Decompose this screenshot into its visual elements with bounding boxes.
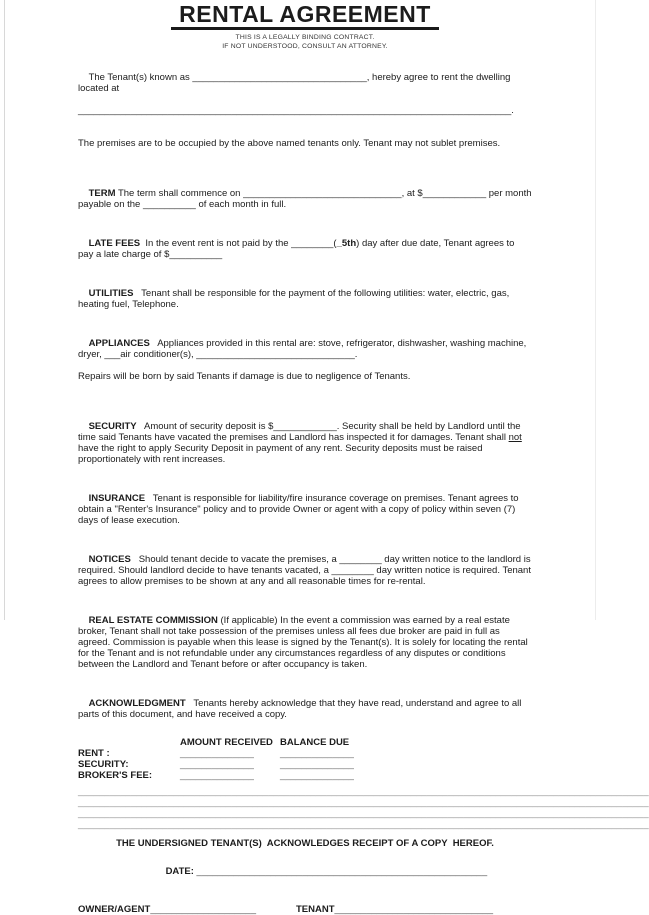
section-acknowledgment — [78, 687, 532, 731]
section-utilities — [78, 277, 532, 321]
notes-blank-lines — [78, 786, 649, 830]
page-right-edge — [595, 0, 596, 620]
address-blank-line: __________________________________________________________________________________. — [78, 105, 514, 116]
security-heading: SECURITY — [88, 421, 137, 432]
amount-received-header: AMOUNT RECEIVED — [180, 737, 273, 748]
term-text: The term shall commence on ______________________________, at $____________ per month payable on the __________ of each month in full. — [78, 188, 535, 210]
blank-line: ____________________________________________________________________________________________________________ — [78, 786, 649, 797]
section-insurance — [78, 482, 532, 537]
table-row-brokers-fee — [78, 770, 532, 781]
appliances-repairs-line: Repairs will be born by said Tenants if damage is due to negligence of Tenants. — [78, 371, 411, 382]
undersigned-statement: THE UNDERSIGNED TENANT(S) ACKNOWLEDGES RECEIPT OF A COPY HEREOF. — [116, 838, 494, 849]
term-heading: TERM — [88, 188, 116, 199]
blank-line: ____________________________________________________________________________________________________________ — [78, 797, 649, 808]
balance-due-header: BALANCE DUE — [280, 737, 350, 748]
tenant-group — [296, 904, 493, 915]
signature-line — [78, 904, 532, 915]
tenant-label: TENANT — [295, 904, 335, 915]
intro-line1: The Tenant(s) known as _________________________________, hereby agree to rent the dwelling located at — [78, 72, 514, 94]
doc-title: RENTAL AGREEMENT — [171, 2, 439, 30]
notices-heading: NOTICES — [88, 554, 131, 565]
appliances-text: Appliances provided in this rental are: stove, refrigerator, dishwasher, washing machine, dryer, ___air conditioner(s), ______________________________. — [78, 338, 529, 360]
acknowledgment-heading: ACKNOWLEDGMENT — [88, 698, 186, 709]
date-line — [155, 855, 532, 888]
table-row-rent — [78, 748, 532, 759]
date-label: DATE: — [165, 866, 197, 877]
owner-agent-label: OWNER/AGENT — [78, 904, 151, 915]
doc-subtitle-2: IF NOT UNDERSTOOD, CONSULT AN ATTORNEY. — [222, 43, 388, 50]
security-text-post: have the right to apply Security Deposit in payment of any rent. Security deposits must be raised proportionately with rent increases. — [78, 432, 525, 465]
blank-line: ____________________________________________________________________________________________________________ — [78, 808, 649, 819]
section-late-fees — [78, 227, 532, 271]
security-text-pre: Amount of security deposit is $____________. Security shall be held by Landlord until the time said Tenants have vacated the premises and Landlord has inspected it for damages. Tenant shall — [78, 421, 524, 443]
security-amount-blank: ______________ — [180, 759, 254, 770]
blank-line: ____________________________________________________________________________________________________________ — [78, 819, 649, 830]
late-fees-text-post: ) day after due date, Tenant agrees to pay a late charge of $__________ — [78, 238, 518, 260]
date-blank: _______________________________________________________ — [196, 866, 488, 877]
utilities-heading: UTILITIES — [88, 288, 134, 299]
acknowledgment-text: Tenants hereby acknowledge that they have read, understand and agree to all parts of this document, and have received a copy. — [78, 698, 525, 720]
section-real-estate-commission — [78, 604, 532, 681]
header-spacer — [78, 737, 180, 748]
notices-text: Should tenant decide to vacate the premises, a ________ day written notice to the landlord is required. Should landlord decide to have tenants vacated, a ________ day written notice is required. Tenant agrees to allow premises to be shown at any and all reasonable times for re-rental. — [78, 554, 534, 587]
owner-agent-group — [78, 904, 256, 915]
section-notices — [78, 543, 532, 598]
rent-amount-blank: ______________ — [180, 748, 254, 759]
security-not-underlined: not — [508, 432, 522, 443]
brokers-fee-label: BROKER'S FEE: — [78, 770, 153, 781]
payment-table — [78, 737, 532, 781]
rent-balance-blank: ______________ — [280, 748, 354, 759]
section-security — [78, 410, 532, 476]
commission-text: (If applicable) In the event a commission was earned by a real estate broker, Tenant shall not take possession of the premises unless all fees due broker are paid in full as agreed. Commission is payable when this lease is signed by the Tenant(s). It is solely for locating the rental for the Tenant and is not refundable under any circumstances regardless of any disputes or conditions between the Landlord and Tenant before or after occupancy is taken. — [78, 615, 531, 670]
brokers-fee-balance-blank: ______________ — [280, 770, 354, 781]
insurance-heading: INSURANCE — [88, 493, 146, 504]
appliances-heading: APPLIANCES — [88, 338, 150, 349]
table-row-security — [78, 759, 532, 770]
security-label: SECURITY: — [78, 759, 129, 770]
title-block — [78, 2, 532, 51]
intro-paragraph — [78, 61, 532, 171]
payment-table-header-row — [78, 737, 532, 748]
insurance-text: Tenant is responsible for liability/fire insurance coverage on premises. Tenant agrees to obtain a "Renter's Insurance" policy and to provide Owner or agent with a copy of policy within seven (7) days of lease execution. — [78, 493, 522, 526]
doc-subtitle-1: THIS IS A LEGALLY BINDING CONTRACT. — [235, 34, 375, 41]
commission-heading: REAL ESTATE COMMISSION — [88, 615, 218, 626]
section-term — [78, 177, 535, 221]
section-appliances — [78, 327, 532, 404]
late-fees-heading: LATE FEES — [88, 238, 141, 249]
rent-label: RENT : — [78, 748, 110, 759]
utilities-text: Tenant shall be responsible for the payment of the following utilities: water, electric, gas, heating fuel, Telephone. — [78, 288, 512, 310]
late-fees-text-pre: In the event rent is not paid by the ________( — [140, 238, 337, 249]
tenant-blank: ______________________________ — [334, 904, 494, 915]
page-left-edge — [4, 0, 5, 620]
brokers-fee-amount-blank: ______________ — [180, 770, 254, 781]
intro-line2: The premises are to be occupied by the above named tenants only. Tenant may not sublet premises. — [78, 138, 501, 149]
late-fees-day-bold: _5th — [336, 238, 357, 249]
security-balance-blank: ______________ — [280, 759, 354, 770]
owner-agent-blank: ____________________ — [150, 904, 256, 915]
